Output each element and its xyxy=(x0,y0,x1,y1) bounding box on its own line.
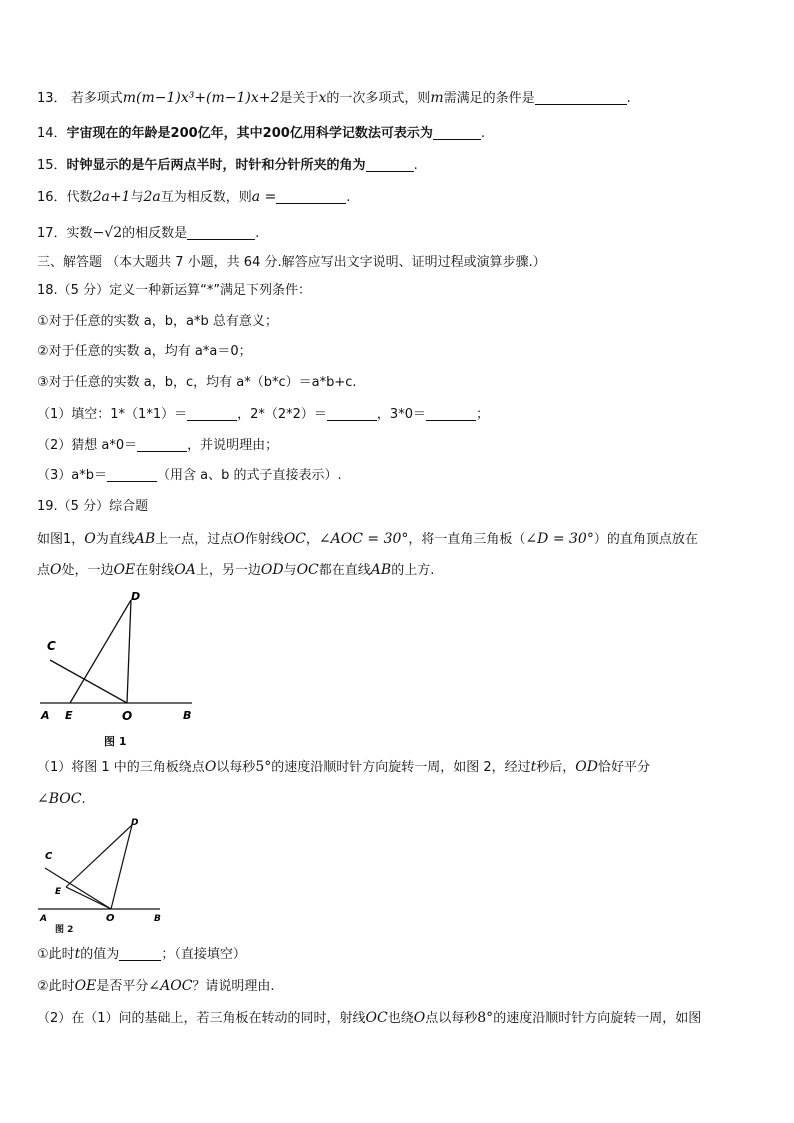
q18-condition-1: ①对于任意的实数 a，b，a*b 总有意义； xyxy=(37,314,278,329)
question-13: 13． 若多项式m(m−1)x³+(m−1)x+2是关于x的一次多项式，则m需满足的条件是 . xyxy=(37,90,631,106)
label-A: A xyxy=(40,914,47,923)
figure-1-diagram xyxy=(30,588,210,728)
label-E: E xyxy=(55,887,62,897)
label-B: B xyxy=(183,709,192,722)
q18-part-2: （2）猜想 a*0＝ ，并说明理由； xyxy=(37,438,279,453)
question-number: 13． xyxy=(37,91,67,106)
question-16: 16．代数2a+1与2a互为相反数，则a = . xyxy=(37,189,351,205)
question-19-head: 19.（5 分）综合题 xyxy=(37,499,149,514)
label-C: C xyxy=(47,639,56,653)
q19-part-1-line-1: （1）将图 1 中的三角板绕点O以每秒5°的速度沿顺时针方向旋转一周，如图 2，经过t秒后，OD恰好平分 xyxy=(37,759,651,775)
answer-blank[interactable] xyxy=(433,125,481,140)
question-17: 17．实数−√2的相反数是 . xyxy=(37,225,260,241)
answer-blank[interactable] xyxy=(276,189,346,204)
triangle-side-EO xyxy=(66,887,111,909)
question-15: 15．时钟显示的是午后两点半时，时针和分针所夹的角为 . xyxy=(37,158,418,173)
triangle-side-DE xyxy=(66,825,132,887)
figure-1-caption: 图 1 xyxy=(104,735,127,748)
q19-intro-line-1: 如图1，O为直线AB上一点，过点O作射线OC，∠AOC = 30°，将一直角三角板（∠D = 30°）的直角顶点放在 xyxy=(37,531,698,547)
question-18-head: 18.（5 分）定义一种新运算“*”满足下列条件： xyxy=(37,283,312,298)
answer-blank[interactable] xyxy=(535,90,627,105)
answer-blank[interactable] xyxy=(107,467,157,482)
q19-intro-line-2: 点O处，一边OE在射线OA上，另一边OD与OC都在直线AB的上方. xyxy=(37,562,435,578)
label-A: A xyxy=(41,709,50,722)
ray-OC xyxy=(50,660,127,703)
figure-2-caption: 图 2 xyxy=(55,925,74,935)
section-3-heading: 三、解答题 （本大题共 7 小题，共 64 分.解答应写出文字说明、证明过程或演算步骤.） xyxy=(37,255,546,270)
negative-sqrt2: −√2 xyxy=(92,225,123,241)
label-D: D xyxy=(131,590,141,603)
label-C: C xyxy=(45,851,53,862)
polynomial-expression: m(m−1)x³+(m−1)x+2 xyxy=(122,90,280,106)
label-E: E xyxy=(65,709,73,722)
answer-blank[interactable] xyxy=(366,157,414,172)
label-O: O xyxy=(106,913,115,923)
q19-part-2: （2）在（1）问的基础上，若三角板在转动的同时，射线OC也绕O点以每秒8°的速度沿顺时针方向旋转一周，如图 xyxy=(37,1010,702,1026)
answer-blank[interactable] xyxy=(119,946,161,961)
q19-sub-1: ①此时t的值为 ；（直接填空） xyxy=(37,946,246,962)
q18-part-3: （3）a*b＝ （用含 a、b 的式子直接表示）. xyxy=(37,468,342,483)
label-B: B xyxy=(154,914,161,923)
answer-blank[interactable] xyxy=(137,437,187,452)
q18-condition-3: ③对于任意的实数 a，b，c，均有 a*（b*c）＝a*b+c. xyxy=(37,375,357,390)
label-O: O xyxy=(122,709,133,723)
answer-blank[interactable] xyxy=(187,225,255,240)
figure-2-diagram xyxy=(30,813,175,923)
q18-condition-2: ②对于任意的实数 a，均有 a*a＝0； xyxy=(37,344,252,359)
answer-blank[interactable] xyxy=(187,406,237,421)
question-14: 14．宇宙现在的年龄是200亿年，其中200亿用科学记数法可表示为 . xyxy=(37,126,485,141)
label-D: D xyxy=(131,818,139,828)
answer-blank[interactable] xyxy=(327,406,377,421)
triangle-side-OD xyxy=(111,825,132,909)
q18-part-1: （1）填空：1*（1*1）＝ ，2*（2*2）＝ ，3*0＝ ； xyxy=(37,407,489,422)
triangle-side-OD xyxy=(127,600,131,703)
answer-blank[interactable] xyxy=(426,406,476,421)
q19-sub-2: ②此时OE是否平分∠AOC？请说明理由. xyxy=(37,978,275,994)
q19-part-1-line-2: ∠BOC. xyxy=(37,791,86,807)
